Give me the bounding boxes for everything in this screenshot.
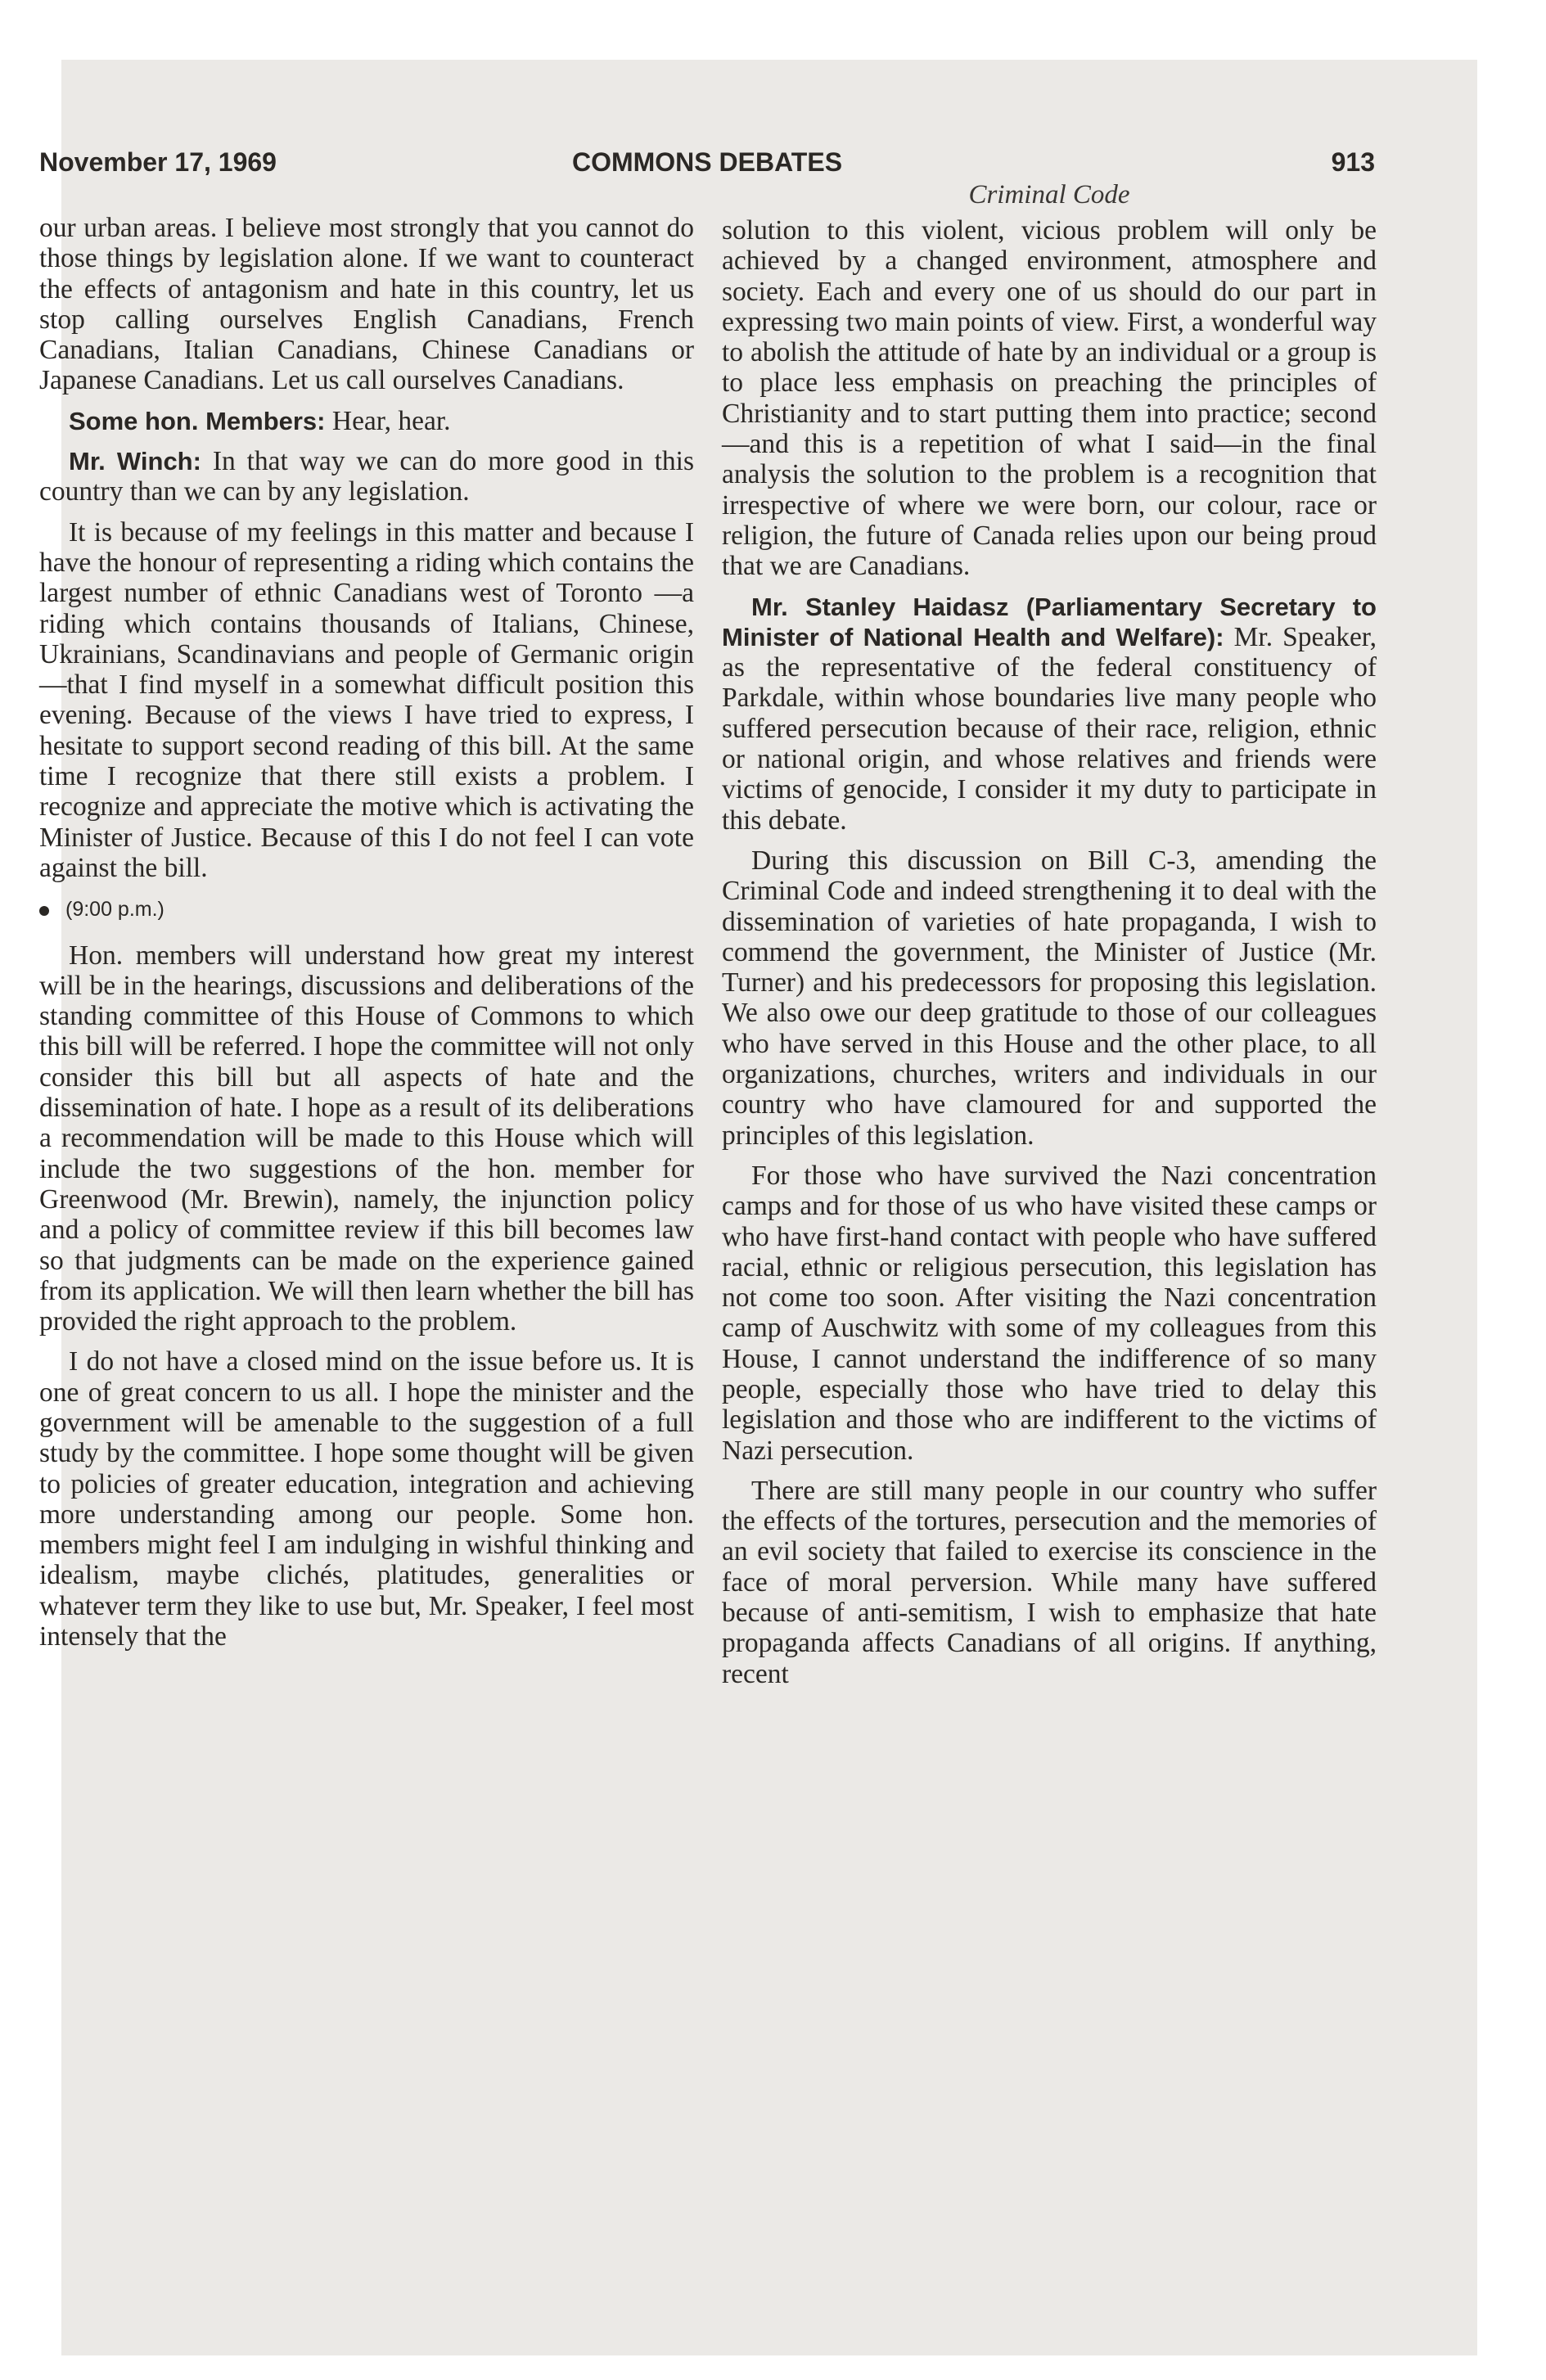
speech-text: Hear, hear.: [331, 405, 451, 436]
time-marker: [39, 895, 694, 925]
page-number: 913: [1331, 147, 1375, 177]
paragraph: I do not have a closed mind on the issue before us. It is one of great concern to us all. I hope the minister and the government will be amenable to the suggestion of a full study by the committee. I hope some thought will be given to policies of greater education, integration and achieving more understanding among our people. Some hon. members might feel I am indulging in wishful thinking and idealism, maybe clichés, platitudes, generalities or whatever term they like to use but, Mr. Speaker, I feel most intensely that the: [39, 1346, 694, 1652]
bullet-icon: [39, 906, 49, 916]
section-title: Criminal Code: [968, 180, 1130, 210]
paragraph: It is because of my feelings in this matter and because I have the honour of representing a riding which contains the largest number of ethnic Canadians west of Toronto —a riding which contains thousands of Italians, Chinese, Ukrainians, Scandinavians and people of Germanic origin—that I find myself in a somewhat difficult position this evening. Because of the views I have tried to express, I hesitate to support second reading of this bill. At the same time I recognize that there still exists a problem. I recognize and appreciate the motive which is activating the Minister of Justice. Because of this I do not feel I can vote against the bill.: [39, 516, 694, 883]
left-column: [39, 213, 694, 1661]
paragraph: solution to this violent, vicious problem will only be achieved by a changed environment, atmosphere and society. Each and every one of us should do our part in expressing two main points of view. First, a wonderful way to abolish the attitude of hate by an individual or a group is to place less emphasis on preaching the principles of Christianity and to start putting them into practice; second—and this is a repetition of what I said—in the final analysis the solution to the problem is a recognition that irrespective of where we were born, our colour, race or religion, the future of Canada relies upon our being proud that we are Canadians.: [722, 215, 1377, 582]
speaker-name: Mr. Stanley Haidasz (Parliamentary Secretary to Minister of National Health and Welfare):: [722, 592, 1377, 651]
paragraph: There are still many people in our country who suffer the effects of the tortures, persecution and the memories of an evil society that failed to exercise its conscience in the face of moral perversion. While many have suffered because of anti-semitism, I wish to emphasize that hate propaganda affects Canadians of all origins. If anything, recent: [722, 1475, 1377, 1689]
paragraph: our urban areas. I believe most strongly that you cannot do those things by legislation alone. If we want to counteract the effects of antagonism and hate in this country, let us stop calling ourselves English Canadians, French Canadians, Italian Canadians, Chinese Canadians or Japanese Canadians. Let us call ourselves Canadians.: [39, 213, 694, 396]
speaker-name: Mr. Winch:: [69, 447, 201, 476]
paragraph: [722, 592, 1377, 836]
header-title: COMMONS DEBATES: [571, 147, 843, 177]
paragraph: [39, 406, 694, 436]
speech-text: Mr. Speaker, as the representative of the federal constituency of Parkdale, within whose boundaries live many people who suffered persecution because of their race, religion, ethnic or national origin, and whose relatives and friends were victims of genocide, I consider it my duty to participate in this debate.: [722, 621, 1377, 836]
paragraph: Hon. members will understand how great my interest will be in the hearings, discussions and deliberations of the standing committee of this House of Commons to which this bill will be referred. I hope the committee will not only consider this bill but all aspects of hate and the dissemination of hate. I hope as a result of its deliberations a recommendation will be made to this House which will include the two suggestions of the hon. member for Greenwood (Mr. Brewin), namely, the injunction policy and a policy of committee review if this bill becomes law so that judgments can be made on the experience gained from its application. We will then learn whether the bill has provided the right approach to the problem.: [39, 940, 694, 1337]
speech-text: In that way we can do more good in this country than we can by any legislation.: [39, 446, 694, 507]
paragraph: [39, 446, 694, 507]
header-date: November 17, 1969: [39, 147, 277, 177]
right-column: [722, 215, 1377, 1699]
speaker-name: Some hon. Members:: [69, 406, 326, 435]
time-text: (9:00 p.m.): [65, 898, 165, 922]
paragraph: During this discussion on Bill C-3, amending the Criminal Code and indeed strengthening it to deal with the dissemination of varieties of hate propaganda, I wish to commend the government, the Minister of Justice (Mr. Turner) and his predecessors for proposing this legislation. We also owe our deep gratitude to those of our colleagues who have served in this House and the other place, to all organizations, churches, writers and individuals in our country who have clamoured for and supported the principles of this legislation.: [722, 845, 1377, 1151]
paragraph: For those who have survived the Nazi concentration camps and for those of us who have visited these camps or who have first-hand contact with people who have suffered racial, ethnic or religious persecution, this legislation has not come too soon. After visiting the Nazi concentration camp of Auschwitz with some of my colleagues from this House, I cannot understand the indifference of so many people, especially those who have tried to delay this legislation and those who are indifferent to the victims of Nazi persecution.: [722, 1160, 1377, 1466]
